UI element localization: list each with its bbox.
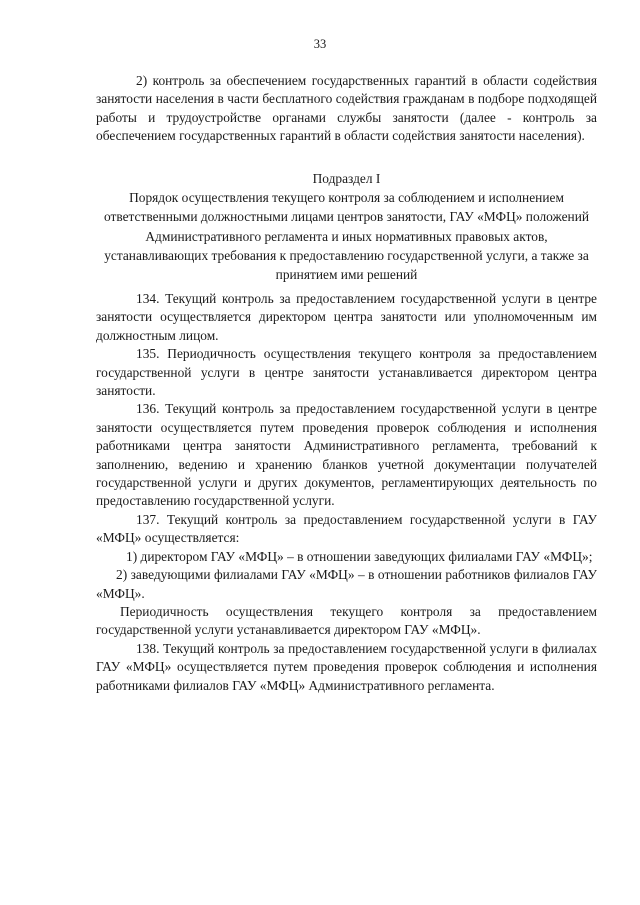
paragraph-138: 138. Текущий контроль за предоставлением государственной услуги в филиалах ГАУ «МФЦ» осуществляется путем проведения проверок соблюдения и исполнения работниками филиалов ГАУ «МФЦ» Административного регламента. (96, 640, 597, 693)
paragraph-136: 136. Текущий контроль за предоставлением государственной услуги в центре занятости осуществляется путем проведения проверок соблюдения и исполнения работниками центра занятости Административного регламента, требований к заполнению, ведению и хранению бланков учетной документации получателей государственной услуги и других документов, регламентирующих деятельность по предоставлению государственной услуги. (96, 401, 597, 509)
page-number: 33 (313, 37, 327, 51)
main-text-block (96, 290, 597, 695)
section-label: Подраздел I (312, 171, 381, 186)
paragraph-135: 135. Периодичность осуществления текущего контроля за предоставлением государственной услуги в центре занятости устанавливается директором центра занятости. (96, 346, 597, 399)
paragraph-134: 134. Текущий контроль за предоставлением государственной услуги в центре занятости осуществляется директором центра занятости или уполномоченным им должностным лицом. (96, 291, 597, 343)
section-title: Порядок осуществления текущего контроля за соблюдением и исполнением ответственными должностными лицами центров занятости, ГАУ «МФЦ» положений Административного регламента и иных нормативных правовых актов, устанавливающих требования к предоставлению государственной услуги, а также за принятием ими решений (103, 190, 590, 283)
paragraph-137-item-1: 1) директором ГАУ «МФЦ» – в отношении заведующих филиалами ГАУ «МФЦ»; (126, 548, 593, 564)
paragraph-137: 137. Текущий контроль за предоставлением государственной услуги в ГАУ «МФЦ» осуществляется: (96, 511, 597, 546)
paragraph-137-item-2: 2) заведующими филиалами ГАУ «МФЦ» – в отношении работников филиалов ГАУ «МФЦ». (96, 567, 597, 601)
intro-block (96, 72, 597, 146)
intro-paragraph: 2) контроль за обеспечением государственных гарантий в области содействия занятости населения в части бесплатного содействия гражданам в подборе подходящей работы и трудоустройстве органами службы занятости (далее - контроль за обеспечением государственных гарантий в области содействия занятости населения). (96, 73, 597, 144)
section-heading (96, 169, 597, 284)
paragraph-137-periodicity: Периодичность осуществления текущего контроля за предоставлением государственной услуги устанавливается директором ГАУ «МФЦ». (96, 603, 597, 638)
